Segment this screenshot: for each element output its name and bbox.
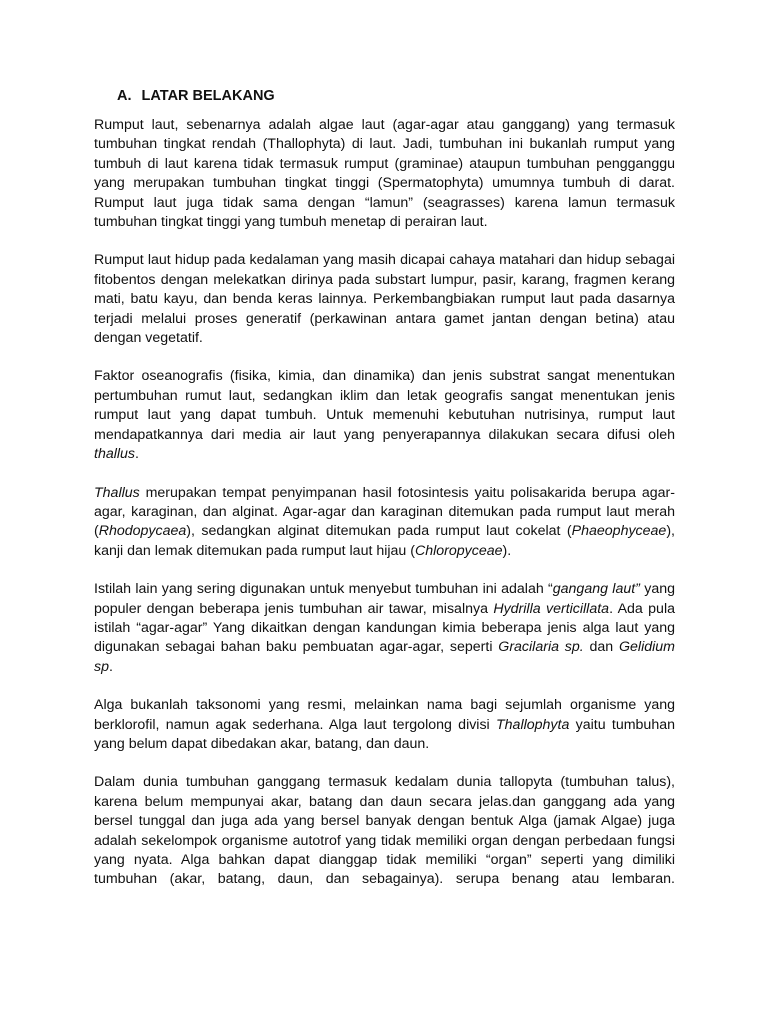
section-heading (117, 86, 675, 106)
term-hydrilla: Hydrilla verticillata (493, 600, 610, 617)
section-number: A. (117, 88, 132, 104)
paragraph-3-text-a: Faktor oseanografis (fisika, kimia, dan dinamika) dan jenis substrat sangat menentukan pertumbuhan rumut laut, sedangkan iklim dan letak geografis sangat menentukan jenis rumput laut yang dapat tumbuh. Untuk memenuhi kebutuhan nutrisinya, rumput laut mendapatkannya dari media air laut yang penyerapannya dilakukan secara difusi oleh (94, 368, 675, 443)
paragraph-4-text-d: ). (502, 542, 512, 559)
paragraph-5-text-e: . (108, 658, 113, 675)
paragraph-5-text-a: Istilah lain yang sering digunakan untuk menyebut tumbuhan ini adalah “ (94, 581, 553, 598)
paragraph-4-text-b: ), sedangkan alginat ditemukan pada rumput laut cokelat ( (186, 523, 572, 540)
term-chloropyceae: Chloropyceae (414, 542, 503, 559)
term-gelidium: Gelidium sp (94, 639, 675, 675)
term-thallus: thallus (94, 446, 136, 463)
paragraph-4-text-a: merupakan tempat penyimpanan hasil fotosintesis yaitu polisakarida berupa agar-agar, karaginan, dan alginat. Agar-agar dan karaginan ditemukan pada rumput laut merah ( (94, 484, 675, 540)
paragraph-4 (94, 484, 675, 562)
term-gracilaria: Gracilaria sp. (498, 639, 584, 656)
paragraph-2: Rumput laut hidup pada kedalaman yang masih dicapai cahaya matahari dan hidup sebagai fitobentos dengan melekatkan dirinya pada substart lumpur, pasir, karang, fragmen kerang mati, batu kayu, dan benda keras lainnya. Perkembangbiakan rumput laut pada dasarnya terjadi melalui proses generatif (perkawinan antara gamet jantan dengan betina) atau dengan vegetatif. (94, 252, 675, 347)
paragraph-4-text-c: ), kanji dan lemak ditemukan pada rumput laut hijau ( (94, 523, 675, 559)
paragraph-6-text-a: Alga bukanlah taksonomi yang resmi, melainkan nama bagi sejumlah organisme yang berklorofil, namun agak sederhana. Alga laut tergolong divisi (94, 697, 675, 733)
paragraph-5 (94, 580, 675, 677)
paragraph-3-text-b: . (135, 446, 139, 463)
term-phaeophyceae: Phaeophyceae (571, 523, 667, 540)
paragraph-7: Dalam dunia tumbuhan ganggang termasuk kedalam dunia tallopyta (tumbuhan talus), karena belum mempunyai akar, batang dan daun secara jelas.dan ganggang ada yang bersel tunggal dan juga ada yang bersel banyak dengan bentuk Alga (jamak Algae) juga adalah sekelompok organisme autotrof yang tidak memiliki organ dengan perbedaan fungsi yang nyata. Alga bahkan dapat dianggap tidak memiliki “organ” seperti yang dimiliki tumbuhan (akar, batang, daun, dan sebagainya). serupa benang atau lembaran. (94, 774, 675, 888)
paragraph-5-text-b: yang populer dengan beberapa jenis tumbuhan air tawar, misalnya (94, 581, 675, 617)
paragraph-1: Rumput laut, sebenarnya adalah algae laut (agar-agar atau ganggang) yang termasuk tumbuhan tingkat rendah (Thallophyta) di laut. Jadi, tumbuhan ini bukanlah rumput yang tumbuh di laut karena tidak termasuk rumput (graminae) ataupun tumbuhan pengganggu yang merupakan tumbuhan tingkat tinggi (Spermatophyta) umumnya tumbuh di darat. Rumput laut juga tidak sama dengan “lamun” (seagrasses) karena lamun termasuk tumbuhan tingkat tinggi yang tumbuh menetap di perairan laut. (94, 117, 675, 231)
section-title: LATAR BELAKANG (141, 88, 275, 104)
paragraph-5-text-c: . Ada pula istilah “agar-agar” Yang dikaitkan dengan kandungan kimia beberapa jenis alga laut yang digunakan sebagai bahan baku pembuatan agar-agar, seperti (94, 600, 675, 656)
term-gangang-laut: gangang laut” (552, 581, 640, 598)
term-thallophyta: Thallophyta (496, 716, 570, 733)
term-thallus-start: Thallus (94, 484, 140, 501)
paragraph-6 (94, 696, 675, 754)
paragraph-6-text-b: yaitu tumbuhan yang belum dapat dibedakan akar, batang, dan daun. (94, 716, 675, 752)
document-page (94, 86, 675, 909)
paragraph-3 (94, 367, 675, 464)
paragraph-5-text-d: dan (583, 639, 619, 656)
term-rhodopycaea: Rhodopycaea (98, 523, 187, 540)
